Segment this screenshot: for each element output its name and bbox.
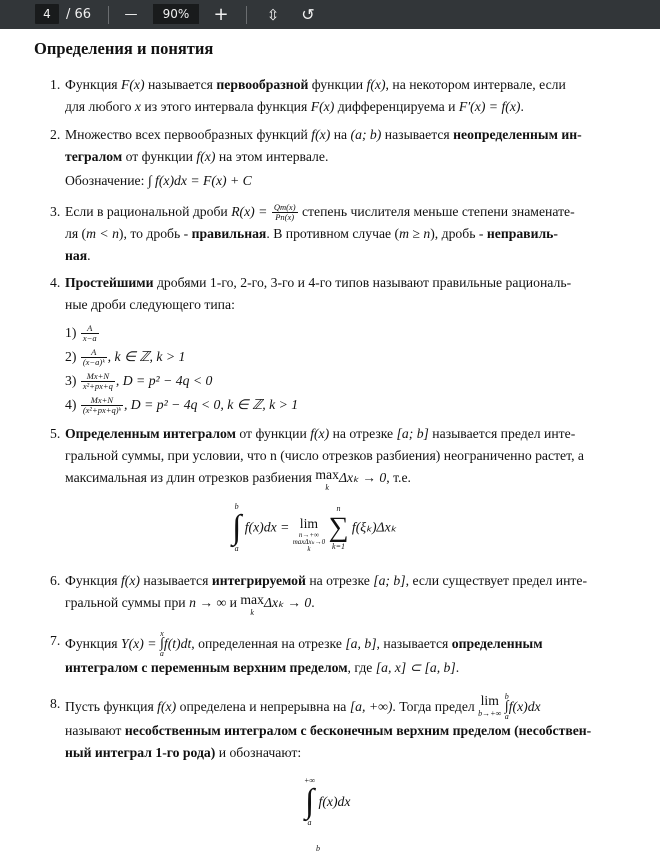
math: f(x) (310, 426, 330, 441)
math: f(x) (157, 699, 177, 714)
document-page (0, 29, 660, 856)
text: дробями 1-го, 2-го, 3-го и 4-го типов называют правильные рациональ- (153, 275, 572, 290)
type-label: 1) (65, 325, 77, 340)
zoom-level-input[interactable]: 90% (153, 4, 199, 24)
lim-subscript: n→+∞ (298, 531, 320, 539)
math: F′(x) = f(x) (458, 99, 521, 114)
text: Функция (65, 636, 121, 651)
integral-icon: ∫ (159, 636, 164, 651)
item-number: 6. (50, 573, 61, 588)
term: интегралом с переменным верхним пределом (65, 660, 348, 675)
sigma-icon: ∑ (328, 511, 349, 543)
math: [a, x] ⊂ [a, b] (375, 660, 456, 675)
term: определенным (451, 636, 543, 651)
text: Обозначение: (65, 173, 148, 188)
integral-sign (232, 503, 241, 553)
text: ные дроби следующего типа: (65, 297, 235, 312)
riemann-integral-formula (232, 502, 396, 553)
text: называют (65, 723, 125, 738)
next-formula-limit: b (316, 844, 320, 853)
text: . (520, 99, 524, 114)
term: неправиль- (486, 226, 558, 241)
max-word: max (315, 467, 339, 482)
improper-integral-formula (304, 777, 350, 827)
fraction (272, 203, 298, 222)
term: несобственным интегралом с бесконечным верхним пределом (несобствен- (124, 723, 592, 738)
math: f(x) (311, 127, 331, 142)
sum-sign (329, 505, 349, 551)
text: , определенная на отрезке (191, 636, 346, 651)
math: f(ξₖ)Δxₖ (351, 519, 397, 535)
page-title: Определения и понятия (34, 39, 214, 58)
fraction (81, 396, 123, 415)
text: . (87, 248, 91, 263)
text: ), дробь - (430, 226, 487, 241)
fraction-numerator: A (81, 348, 107, 358)
term: интегрируемой (211, 573, 306, 588)
text: ), то дробь - (118, 226, 192, 241)
type-label: 2) (65, 349, 77, 364)
text: Функция (65, 573, 121, 588)
integral-upper-limit: +∞ (304, 776, 316, 785)
text: гральной суммы, при условии, что n (число отрезков разбиения) неограниченно растет, а (65, 448, 585, 463)
text: , называется (376, 636, 452, 651)
page-total: / 66 (66, 7, 92, 22)
text: максимальная из длин отрезков разбиения (65, 470, 316, 485)
integral-sign (304, 777, 315, 827)
type-label: 4) (65, 397, 77, 412)
math: F(x) (310, 99, 335, 114)
math: [a; b] (373, 573, 406, 588)
term: Определенным интегралом (65, 426, 236, 441)
integral-icon: ∫ (232, 508, 242, 546)
term: ный интеграл 1-го рода) (65, 745, 216, 760)
math: Δxₖ → 0 (263, 595, 312, 610)
text: Множество всех первообразных функций (65, 127, 312, 142)
fraction-numerator: Qm(x) (273, 202, 296, 213)
math: f(x) (121, 573, 140, 588)
lim-word: lim (480, 693, 499, 708)
integral-lower-limit: a (307, 818, 312, 827)
text: называется (140, 573, 212, 588)
fraction (81, 348, 107, 367)
zoom-out-button[interactable]: — (124, 7, 138, 22)
text: Пусть функция (65, 699, 158, 714)
text: от функции (235, 426, 311, 441)
fraction (81, 372, 115, 391)
text: , т.е. (386, 470, 411, 485)
term: первообразной (216, 77, 309, 92)
max-operator (240, 592, 264, 617)
math: (a; b) (350, 127, 382, 142)
math: m ≥ n (399, 226, 431, 241)
text: гральной суммы при (65, 595, 190, 610)
integral-icon: ∫ (504, 699, 509, 714)
toolbar-divider (108, 6, 109, 24)
text: дифференцируема и (334, 99, 459, 114)
text: называется (144, 77, 217, 92)
fraction-numerator: Mx+N (81, 396, 123, 406)
math: , D = p² − 4q < 0, k ∈ ℤ, k > 1 (123, 397, 299, 412)
text: ля ( (65, 226, 87, 241)
lim-word: lim (299, 516, 319, 531)
text: Если в рациональной дроби (65, 204, 232, 219)
lim-subscript: maxΔxₖ→0 (292, 538, 326, 546)
item-number: 3. (50, 204, 61, 219)
max-word: max (240, 592, 264, 607)
fraction-denominator: (x−a)ᵏ (82, 357, 105, 368)
integral-icon: ∫ (304, 783, 315, 820)
math: n → ∞ (189, 595, 227, 610)
fit-page-icon[interactable]: ⇳ (266, 5, 280, 24)
math: , k ∈ ℤ, k > 1 (107, 349, 186, 364)
item-number: 2. (50, 127, 61, 142)
integral-lower-limit: a (159, 649, 164, 658)
fraction-denominator: (x²+px+q)ᵏ (82, 405, 121, 416)
integral-lower-limit: a (234, 543, 239, 553)
text: , где (347, 660, 376, 675)
text: . Тогда предел (392, 699, 479, 714)
lim-operator (478, 693, 501, 718)
text: Функция (65, 77, 121, 92)
text: функции (308, 77, 367, 92)
notation-formula: ∫ f(x)dx = F(x) + C (147, 173, 252, 188)
zoom-in-button[interactable]: + (213, 4, 229, 25)
text: . (311, 595, 315, 610)
item-number: 4. (50, 275, 61, 290)
max-operator (315, 467, 339, 492)
item-number: 8. (50, 696, 61, 711)
fraction-numerator: Mx+N (81, 372, 115, 382)
text: . (455, 660, 460, 675)
text: из этого интервала функция (141, 99, 311, 114)
fraction (81, 324, 99, 343)
term: Простейшими (65, 275, 154, 290)
integral-upper-limit: b (504, 692, 509, 701)
lim-operator (293, 516, 325, 553)
text: , если существует предел инте- (405, 573, 588, 588)
fraction-denominator: x−a (82, 333, 97, 344)
text: называется (381, 127, 454, 142)
math: f(x)dx = (244, 519, 290, 535)
term: ная (65, 248, 88, 263)
math: f(x) (196, 149, 216, 164)
max-index: k (325, 483, 329, 492)
math: F(x) (121, 77, 145, 92)
sum-lower-limit: k=1 (332, 541, 345, 551)
math: f(t)dt (163, 636, 192, 651)
type-label: 3) (65, 373, 77, 388)
fraction-denominator: x²+px+q (82, 381, 113, 392)
text: . В противном случае ( (266, 226, 400, 241)
max-index: k (250, 608, 254, 617)
lim-subscript: k (307, 545, 311, 553)
page-number-input[interactable]: 4 (35, 4, 59, 24)
pdf-toolbar (0, 0, 660, 29)
text: на (330, 127, 351, 142)
text: степень числителя меньше степени знаменате- (298, 204, 575, 219)
math: f(x) (366, 77, 386, 92)
math: Y(x) = (121, 636, 157, 651)
item-number: 7. (50, 633, 61, 648)
math: [a, b] (345, 636, 377, 651)
toolbar-divider (246, 6, 247, 24)
math: R(x) = (231, 204, 271, 219)
text: на этом интервале. (215, 149, 329, 164)
math: m < n (86, 226, 119, 241)
lim-subscript: b→+∞ (478, 709, 502, 718)
rotate-icon[interactable]: ↺ (301, 5, 315, 24)
fraction-denominator: Pn(x) (275, 212, 295, 223)
text: и (226, 595, 241, 610)
math: , D = p² − 4q < 0 (115, 373, 213, 388)
text: для любого (65, 99, 135, 114)
text: называется предел инте- (428, 426, 576, 441)
fraction-numerator: A (81, 324, 99, 334)
sum-upper-limit: n (336, 503, 341, 513)
integral-lower-limit: a (504, 712, 509, 721)
integral-upper-limit: x (160, 629, 164, 638)
math: [a, +∞) (349, 699, 393, 714)
text: от функции (122, 149, 197, 164)
text: определена и непрерывна на (176, 699, 350, 714)
item-number: 5. (50, 426, 61, 441)
math: x (134, 99, 141, 114)
text: на отрезке (329, 426, 397, 441)
math: f(x)dx (508, 699, 541, 714)
math: f(x)dx (318, 794, 351, 809)
term: тегралом (65, 149, 123, 164)
term: правильная (191, 226, 267, 241)
item-number: 1. (50, 77, 61, 92)
text: и обозначают: (215, 745, 302, 760)
text: , на некотором интервале, если (385, 77, 566, 92)
integral-upper-limit: b (234, 501, 239, 511)
math: Δxₖ → 0 (338, 470, 387, 485)
text: на отрезке (305, 573, 374, 588)
math: [a; b] (396, 426, 429, 441)
term: неопределенным ин- (453, 127, 582, 142)
